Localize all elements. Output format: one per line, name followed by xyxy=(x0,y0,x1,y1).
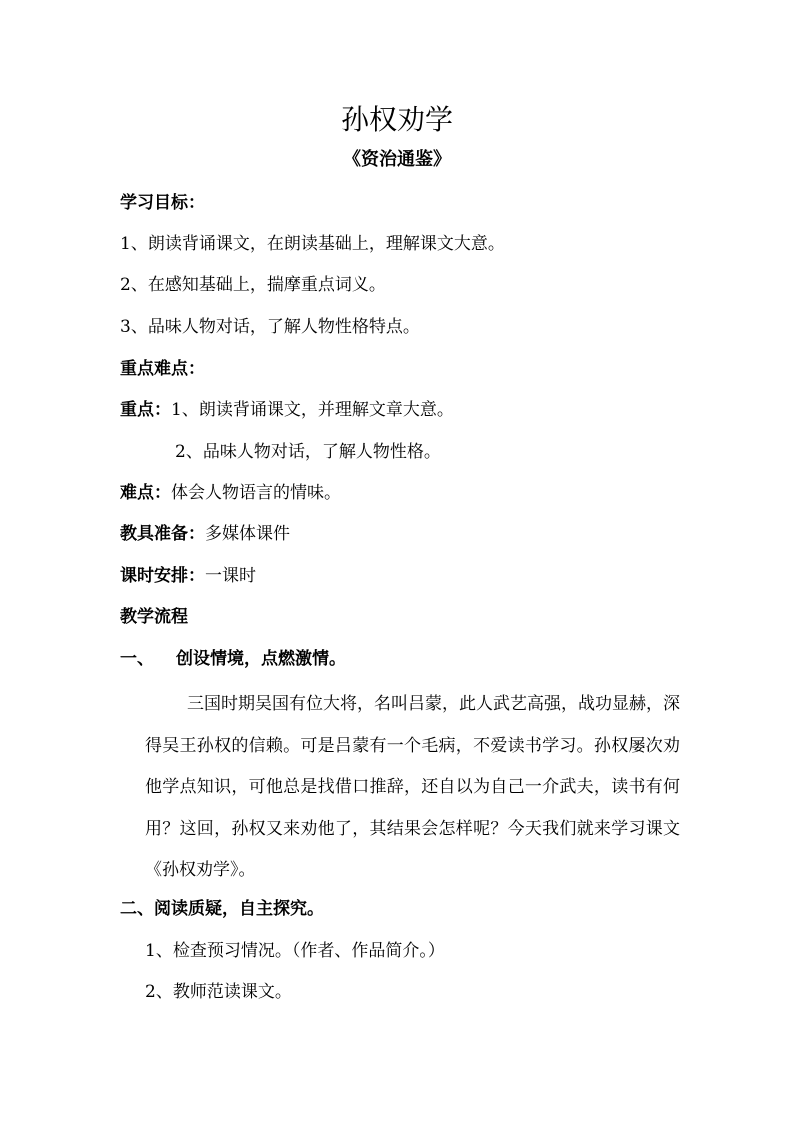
focus-label: 重点： xyxy=(120,400,171,420)
prep-value: 多媒体课件 xyxy=(205,524,290,544)
focus-line-1 xyxy=(120,396,454,424)
schedule-value: 一课时 xyxy=(205,566,256,586)
section-1-number: 一、 xyxy=(120,649,154,669)
process-heading: 教学流程 xyxy=(120,607,188,627)
section-2-heading: 二、阅读质疑，自主探究。 xyxy=(120,899,324,919)
objectives-heading: 学习目标： xyxy=(120,193,205,213)
section-1-paragraph: 三国时期吴国有位大将，名叫吕蒙，此人武艺高强，战功显赫，深得吴王孙权的信赖。可是吕蒙有一个毛病，不爱读书学习。孙权屡次劝他学点知识，可他总是找借口推辞，还自以为自己一介武夫，读书有何用？这回，孙权又来劝他了，其结果会怎样呢？今天我们就来学习课文《孙权劝学》。 xyxy=(145,694,680,880)
focus-item-2: 2、品味人物对话，了解人物性格。 xyxy=(175,442,441,462)
focus-item-1: 1、朗读背诵课文，并理解文章大意。 xyxy=(171,400,454,420)
difficulty-label: 难点： xyxy=(120,483,171,503)
schedule-line xyxy=(120,562,256,590)
objective-item-2: 2、在感知基础上，揣摩重点词义。 xyxy=(120,275,386,295)
section-1-title: 创设情境，点燃激情。 xyxy=(176,649,346,669)
prep-line xyxy=(120,520,290,548)
keypoints-heading: 重点难点： xyxy=(120,359,205,379)
difficulty-line xyxy=(120,479,341,507)
objective-item-3: 3、品味人物对话，了解人物性格特点。 xyxy=(120,317,420,337)
section-1-heading xyxy=(120,645,346,673)
schedule-label: 课时安排： xyxy=(120,566,205,586)
prep-label: 教具准备： xyxy=(120,524,205,544)
page-title: 孙权劝学 xyxy=(340,103,453,136)
step-1: 1、检查预习情况。（作者、作品简介。） xyxy=(145,941,445,961)
step-2: 2、教师范读课文。 xyxy=(145,982,292,1002)
page-subtitle: 《资治通鉴》 xyxy=(343,149,451,170)
difficulty-text: 体会人物语言的情味。 xyxy=(171,483,341,503)
objective-item-1: 1、朗读背诵课文，在朗读基础上，理解课文大意。 xyxy=(120,234,505,254)
